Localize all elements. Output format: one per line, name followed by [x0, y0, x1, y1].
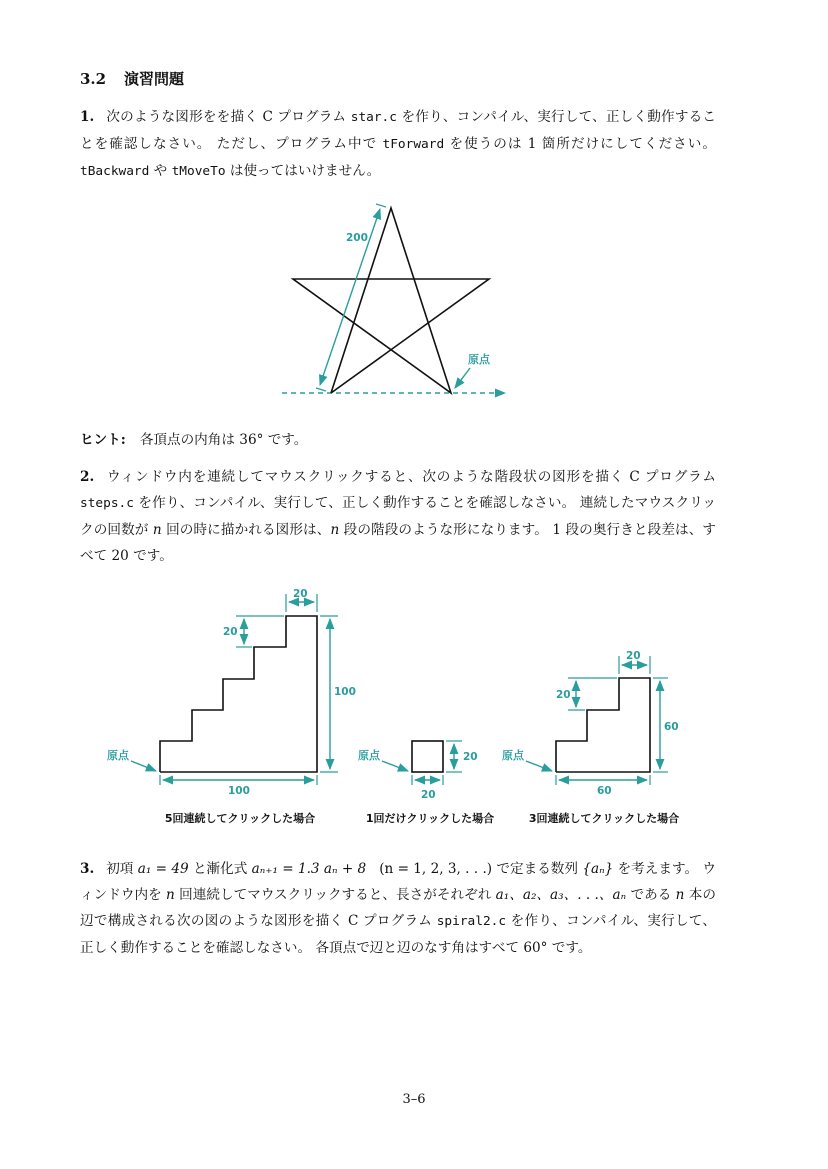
problem-3-number: 3.: [80, 861, 95, 877]
fig1-height: 20: [463, 751, 478, 763]
star-figure: [0, 0, 828, 420]
math-sequence: {aₙ}: [582, 861, 614, 877]
code-spiral2: spiral2.c: [436, 914, 507, 929]
problem-2-number: 2.: [80, 469, 95, 485]
fig3-step-width: 20: [626, 650, 641, 662]
hint-text: 各頂点の内角は 36° です。: [139, 432, 308, 448]
fig1-caption: 1回だけクリックした場合: [365, 812, 495, 825]
steps-figure: [0, 580, 828, 830]
problem-2: [80, 464, 716, 569]
steps-figure-1: [358, 741, 494, 825]
star-origin-arrow: [455, 368, 470, 388]
problem-2-text: 回の時に描かれる図形は、: [161, 522, 331, 538]
math-a1: a₁ = 49: [137, 861, 189, 877]
math-n: n: [675, 887, 685, 903]
problem-3-text: で定まる数列: [492, 861, 583, 877]
section-title: 演習問題: [124, 70, 185, 88]
math-n: n: [166, 887, 175, 903]
problem-3-text: と漸化式: [188, 861, 252, 877]
problem-3-text: 回連続してマウスクリックすると、長さがそれぞれ: [174, 887, 496, 903]
section-number: 3.2: [80, 70, 107, 88]
fig3-origin-label: 原点: [502, 749, 524, 762]
problem-2-text: を作り、コンパイル、実行して、正しく動作することを確認しなさい。 連続したマウスクリックの回数が: [80, 495, 716, 538]
code-tmoveto: tMoveTo: [171, 164, 226, 179]
hint-label: ヒント:: [80, 432, 126, 448]
fig1-width: 20: [421, 789, 436, 801]
math-lengths: a₁、a₂、a₃、. . .、aₙ: [495, 887, 627, 903]
steps-figure-5: [107, 588, 356, 825]
math-n: n: [330, 522, 340, 538]
star-shape: [293, 208, 489, 393]
math-n: n: [152, 522, 162, 538]
fig3-step-height: 20: [556, 689, 571, 701]
problem-3: [80, 856, 716, 961]
problem-3-text: 本の辺で構成される次の図のような図形を描く C プログラム: [80, 887, 716, 929]
math-index-range: (n = 1, 2, 3, . . .): [379, 861, 493, 877]
fig1-origin-label: 原点: [358, 749, 380, 762]
problem-3-text: を作り、コンパイル、実行して、正しく動作することを確認しなさい。 各頂点で辺と辺のなす角はすべて 60° です。: [80, 913, 716, 956]
problem-3-text: 初項: [106, 861, 138, 877]
problem-2-text: 段の階段のような形になります。 1 段の奥行きと段差は、すべて 20 です。: [80, 522, 716, 564]
problem-2-text: ウィンドウ内を連続してマウスクリックすると、次のような階段状の図形を描く C プログラム: [106, 469, 716, 485]
problem-3-text: を考えます。 ウィンドウ内を: [80, 861, 716, 903]
fig3-total-height: 60: [664, 721, 679, 733]
fig5-caption: 5回連続してクリックした場合: [164, 812, 316, 825]
fig5-total-width: 100: [228, 785, 250, 797]
problem-1-text: 次のような図形をを描く C プログラム: [106, 109, 351, 125]
page-number: 3–6: [402, 1092, 426, 1107]
fig3-total-width: 60: [597, 785, 612, 797]
problem-1-text: を使うのは 1 箇所だけにしてください。: [444, 136, 716, 152]
problem-3-text: である: [626, 887, 676, 903]
fig5-step-height: 20: [223, 626, 238, 638]
hint: [80, 428, 307, 448]
star-dimension-label: 200: [346, 232, 368, 244]
problem-1-text: や: [149, 163, 172, 179]
problem-1-text: は使ってはいけません。: [225, 163, 381, 179]
math-recurrence: aₙ₊₁ = 1.3 aₙ + 8: [251, 861, 367, 877]
fig5-step-width: 20: [293, 588, 308, 600]
problem-1-text: を作り、コンパイル、実行して、正しく動作することを確認しなさい。 ただし、プログラム中で: [80, 109, 716, 152]
code-tforward: tForward: [382, 137, 445, 152]
star-origin-label: 原点: [468, 353, 490, 366]
code-steps: steps.c: [80, 496, 134, 511]
problem-1-number: 1.: [80, 109, 95, 125]
code-star: star.c: [350, 110, 397, 125]
stairs-5-shape: [160, 616, 317, 772]
fig3-caption: 3回連続してクリックした場合: [528, 812, 680, 825]
fig5-origin-label: 原点: [107, 749, 129, 762]
stairs-1-shape: [412, 741, 443, 772]
steps-figure-3: [502, 650, 679, 825]
fig5-total-height: 100: [334, 686, 356, 698]
code-tbackward: tBackward: [80, 164, 150, 179]
